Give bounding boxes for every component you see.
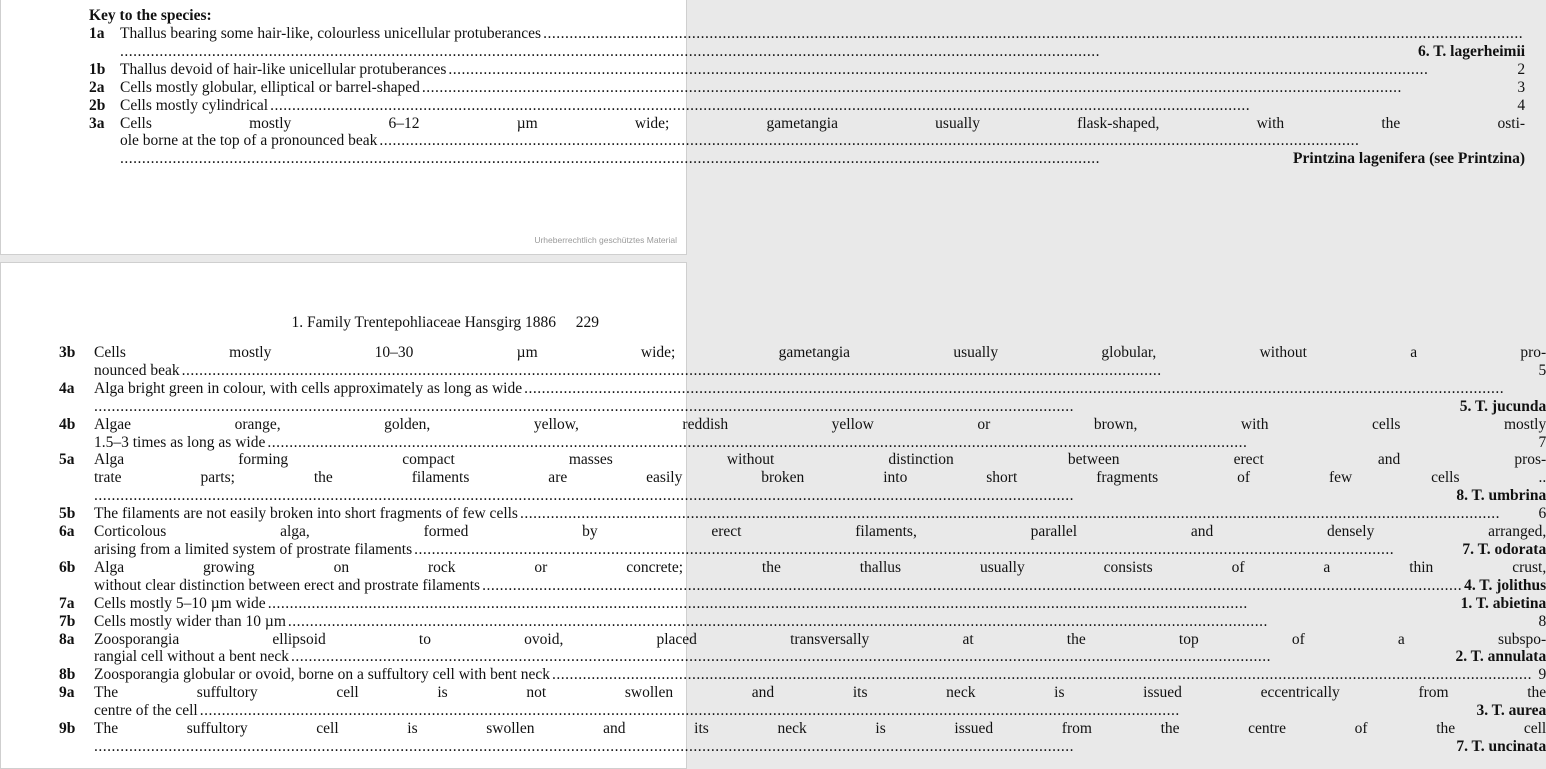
key-number: 4b — [59, 415, 76, 433]
key-number: 7a — [59, 594, 75, 612]
page-number: 229 — [575, 314, 599, 331]
running-head-title: 1. Family Trentepohliaceae Hansgirg 1886 — [291, 314, 556, 331]
key-entry-6b: Alga growing on rock or concrete; the thallus usually consists of a thin crust, without clear distinction between erect and prostrate filaments ..... 4. T. jolithus — [94, 559, 1546, 595]
key-entry-9a: The suffultory cell is not swollen and its neck is issued eccentrically from the centre of the cell ..... 3. T. aurea — [94, 684, 1546, 720]
key-entry-6a: Corticolous alga, formed by erect filaments, parallel and densely arranged, arising from a limited system of prostrate filaments ..... 7. T. odorata — [94, 523, 1546, 559]
key-entry-2a: Cells mostly globular, elliptical or barrel-shaped ..... 3 — [120, 79, 1525, 97]
key-entry-3a: Cells mostly 6–12 µm wide; gametangia usually flask-shaped, with the osti- ole borne at the top of a pronounced beak ..... ..... Printzina lagenifera (see Printzina) — [120, 115, 1525, 169]
key-entry-7a: Cells mostly 5–10 µm wide ..... 1. T. abietina — [94, 595, 1546, 613]
key-heading: Key to the species: — [89, 7, 212, 24]
key-number: 2b — [89, 96, 106, 114]
key-entry-8a: Zoosporangia ellipsoid to ovoid, placed transversally at the top of a subspo- rangial cell without a bent neck ..... 2. T. annulata — [94, 631, 1546, 667]
key-number: 5b — [59, 505, 76, 523]
key-number: 8b — [59, 666, 76, 684]
key-entry-9b: The suffultory cell is swollen and its neck is issued from the centre of the cell ..... 7. T. uncinata — [94, 720, 1546, 756]
key-entry-8b: Zoosporangia globular or ovoid, borne on a suffultory cell with bent neck ..... 9 — [94, 666, 1546, 684]
key-number: 1a — [89, 25, 105, 42]
key-entry-4b: Algae orange, golden, yellow, reddish yellow or brown, with cells mostly 1.5–3 times as long as wide ..... 7 — [94, 416, 1546, 452]
key-number: 9a — [59, 684, 75, 702]
key-number: 3a — [89, 114, 105, 132]
key-number: 5a — [59, 451, 75, 469]
document-page-229 — [0, 262, 1546, 769]
key-entry-7b: Cells mostly wider than 10 µm ..... 8 — [94, 613, 1546, 631]
key-number: 6b — [59, 558, 76, 576]
key-number: 2a — [89, 78, 105, 96]
key-entry-5b: The filaments are not easily broken into short fragments of few cells ..... 6 — [94, 505, 1546, 523]
document-page-top — [0, 0, 1526, 255]
key-entry-1a: Thallus bearing some hair-like, colourless unicellular protuberances ..... ..... 6. T. lagerheimii — [120, 25, 1525, 61]
key-entry-2b: Cells mostly cylindrical ..... 4 — [120, 97, 1525, 115]
key-entry-1b: Thallus devoid of hair-like unicellular protuberances ..... 2 — [120, 61, 1525, 79]
key-number: 9b — [59, 720, 76, 738]
copyright-watermark: Urheberrechtlich geschütztes Material — [534, 235, 677, 245]
species-key-part1 — [89, 25, 1526, 168]
key-number: 1b — [89, 60, 106, 78]
key-number: 7b — [59, 612, 76, 630]
key-number: 8a — [59, 630, 75, 648]
key-entry-3b: Cells mostly 10–30 µm wide; gametangia usually globular, without a pro- nounced beak ..... 5 — [94, 344, 1546, 380]
running-head — [292, 314, 599, 332]
species-key-part2 — [59, 344, 1546, 756]
key-number: 6a — [59, 523, 75, 541]
key-number: 4a — [59, 379, 75, 397]
key-number: 3b — [59, 344, 76, 361]
key-entry-4a: Alga bright green in colour, with cells approximately as long as wide ..... ..... 5. T. jucunda — [94, 380, 1546, 416]
key-entry-5a: Alga forming compact masses without distinction between erect and pros- trate parts; the filaments are easily broken into short fragments of few cells .. ..... 8. T. umbrina — [94, 451, 1546, 505]
